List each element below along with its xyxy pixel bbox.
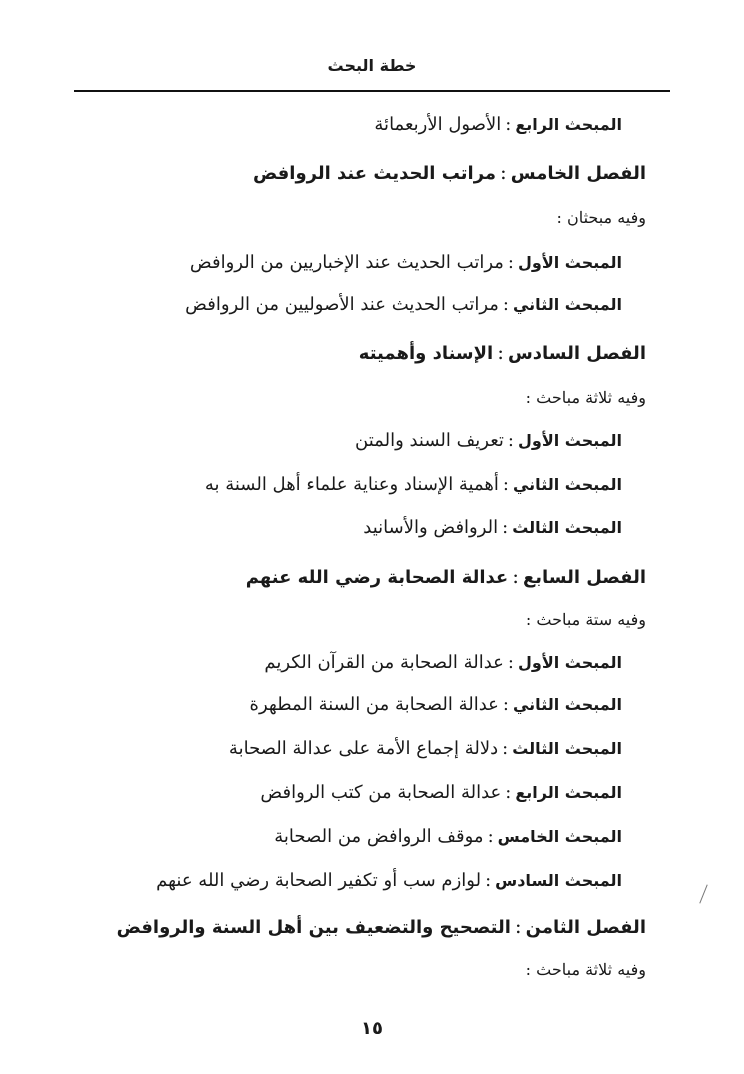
- chapter-label: الفصل الثامن: [525, 917, 646, 938]
- outline-line: المبحث الثاني:عدالة الصحابة من السنة المطهرة: [249, 694, 622, 715]
- section-text: أهمية الإسناد وعناية علماء أهل السنة به: [204, 474, 499, 495]
- section-text: الروافض والأسانيد: [363, 517, 499, 538]
- chapter-text: الإسناد وأهميته: [358, 343, 494, 364]
- section-label: المبحث الثاني: [512, 695, 622, 714]
- outline-line: المبحث الأول:تعريف السند والمتن: [355, 430, 622, 451]
- chapter-text: التصحيح والتضعيف بين أهل السنة والروافض: [116, 917, 511, 938]
- section-label: المبحث الثاني: [512, 475, 622, 494]
- chapter-line: الفصل الثامن:التصحيح والتضعيف بين أهل السنة والروافض: [116, 914, 646, 938]
- section-label: المبحث السادس: [495, 871, 622, 890]
- section-text: مراتب الحديث عند الأصوليين من الروافض: [185, 294, 499, 315]
- section-text: الأصول الأربعمائة: [374, 114, 502, 135]
- outline-line: المبحث الثالث:الروافض والأسانيد: [363, 517, 622, 538]
- section-text: عدالة الصحابة من كتب الروافض: [260, 782, 502, 803]
- chapter-label: الفصل السابع: [522, 567, 646, 588]
- outline-line: المبحث الخامس:موقف الروافض من الصحابة: [274, 826, 622, 847]
- section-text: مراتب الحديث عند الإخباريين من الروافض: [189, 252, 504, 273]
- chapter-label: الفصل الخامس: [510, 163, 646, 184]
- page-header-title: خطة البحث: [327, 56, 417, 75]
- section-label: المبحث الرابع: [515, 783, 622, 802]
- outline-line: المبحث الرابع:الأصول الأربعمائة: [374, 114, 622, 135]
- outline-line: المبحث السادس:لوازم سب أو تكفير الصحابة رضي الله عنهم: [156, 870, 622, 891]
- section-label: المبحث الثاني: [512, 295, 622, 314]
- section-text: دلالة إجماع الأمة على عدالة الصحابة: [228, 738, 499, 759]
- section-label: المبحث الأول: [517, 653, 622, 672]
- chapter-label: الفصل السادس: [507, 343, 646, 364]
- section-text: عدالة الصحابة من القرآن الكريم: [264, 652, 504, 673]
- page-number: ١٥: [361, 1018, 383, 1039]
- section-text: لوازم سب أو تكفير الصحابة رضي الله عنهم: [156, 870, 482, 891]
- intro-line: وفيه مبحثان :: [556, 208, 646, 227]
- outline-line: المبحث الأول:عدالة الصحابة من القرآن الكريم: [264, 652, 622, 673]
- section-label: المبحث الرابع: [515, 115, 622, 134]
- margin-stroke: [699, 885, 707, 904]
- chapter-text: عدالة الصحابة رضي الله عنهم: [245, 567, 509, 588]
- chapter-line: الفصل السادس:الإسناد وأهميته: [358, 340, 646, 364]
- section-text: عدالة الصحابة من السنة المطهرة: [249, 694, 499, 715]
- outline-line: المبحث الأول:مراتب الحديث عند الإخباريين من الروافض: [189, 252, 622, 273]
- section-text: تعريف السند والمتن: [355, 430, 504, 451]
- header-rule: [74, 90, 670, 92]
- section-label: المبحث الأول: [517, 253, 622, 272]
- chapter-text: مراتب الحديث عند الروافض: [252, 163, 497, 184]
- section-label: المبحث الخامس: [497, 827, 622, 846]
- section-label: المبحث الأول: [517, 431, 622, 450]
- intro-line: وفيه ثلاثة مباحث :: [525, 388, 646, 407]
- section-label: المبحث الثالث: [512, 739, 622, 758]
- outline-line: المبحث الثالث:دلالة إجماع الأمة على عدالة الصحابة: [228, 738, 622, 759]
- intro-line: وفيه ستة مباحث :: [525, 610, 646, 629]
- section-label: المبحث الثالث: [512, 518, 622, 537]
- section-text: موقف الروافض من الصحابة: [274, 826, 484, 847]
- outline-line: المبحث الثاني:مراتب الحديث عند الأصوليين من الروافض: [185, 294, 622, 315]
- chapter-line: الفصل الخامس:مراتب الحديث عند الروافض: [252, 160, 646, 184]
- outline-line: المبحث الثاني:أهمية الإسناد وعناية علماء أهل السنة به: [204, 474, 622, 495]
- outline-line: المبحث الرابع:عدالة الصحابة من كتب الروافض: [260, 782, 622, 803]
- intro-line: وفيه ثلاثة مباحث :: [525, 960, 646, 979]
- chapter-line: الفصل السابع:عدالة الصحابة رضي الله عنهم: [245, 564, 646, 588]
